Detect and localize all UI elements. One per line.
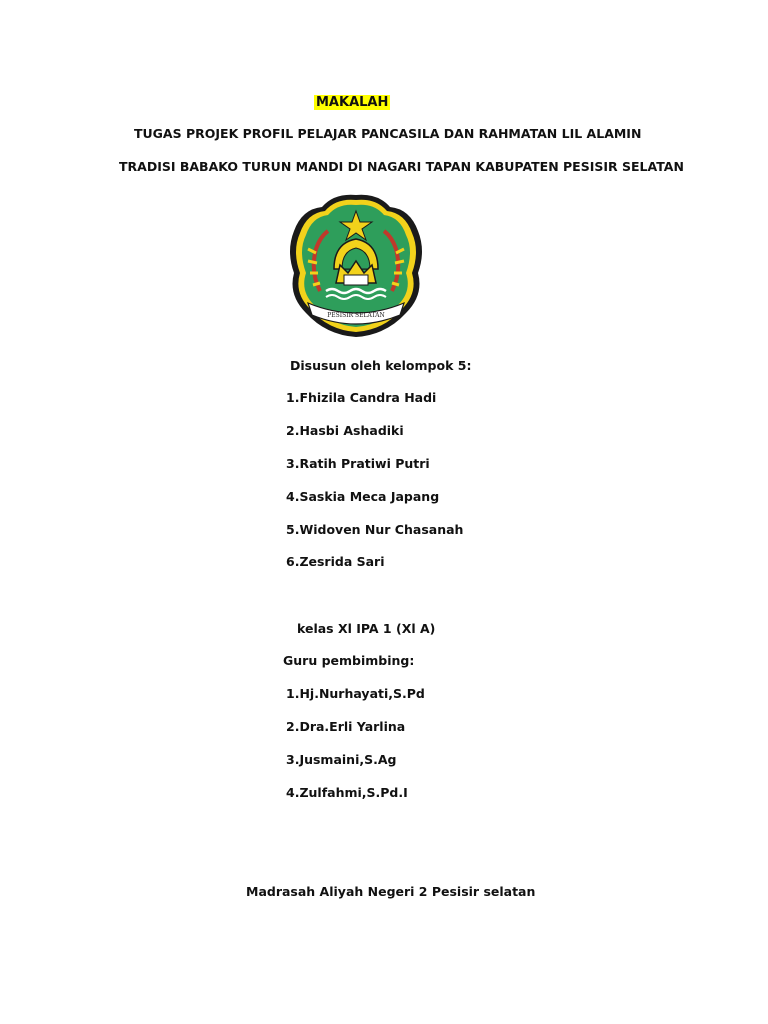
- regency-emblem-icon: [286, 191, 426, 341]
- teacher-item-3: 3.Jusmaini,S.Ag: [286, 752, 397, 767]
- member-item-3: 3.Ratih Pratiwi Putri: [286, 456, 430, 471]
- document-subtitle-project: TUGAS PROJEK PROFIL PELAJAR PANCASILA DAN RAHMATAN LIL ALAMIN: [134, 126, 642, 141]
- class-label: kelas Xl IPA 1 (Xl A): [297, 621, 436, 636]
- document-title-highlight: MAKALAH: [316, 95, 389, 110]
- emblem-ribbon-text: PESISIR SELATAN: [327, 312, 385, 319]
- member-item-1: 1.Fhizila Candra Hadi: [286, 390, 437, 405]
- document-subtitle-topic: TRADISI BABAKO TURUN MANDI DI NAGARI TAPAN KABUPATEN PESISIR SELATAN: [119, 159, 684, 174]
- member-item-5: 5.Widoven Nur Chasanah: [286, 522, 464, 537]
- member-item-6: 6.Zesrida Sari: [286, 554, 385, 569]
- teacher-item-4: 4.Zulfahmi,S.Pd.I: [286, 785, 408, 800]
- teacher-item-2: 2.Dra.Erli Yarlina: [286, 719, 406, 734]
- teacher-label: Guru pembimbing:: [283, 653, 415, 668]
- teacher-item-1: 1.Hj.Nurhayati,S.Pd: [286, 686, 425, 701]
- member-item-4: 4.Saskia Meca Japang: [286, 489, 440, 504]
- document-title: [314, 94, 390, 111]
- member-item-2: 2.Hasbi Ashadiki: [286, 423, 404, 438]
- school-name: Madrasah Aliyah Negeri 2 Pesisir selatan: [246, 884, 536, 899]
- compiled-by-label: Disusun oleh kelompok 5:: [290, 358, 472, 373]
